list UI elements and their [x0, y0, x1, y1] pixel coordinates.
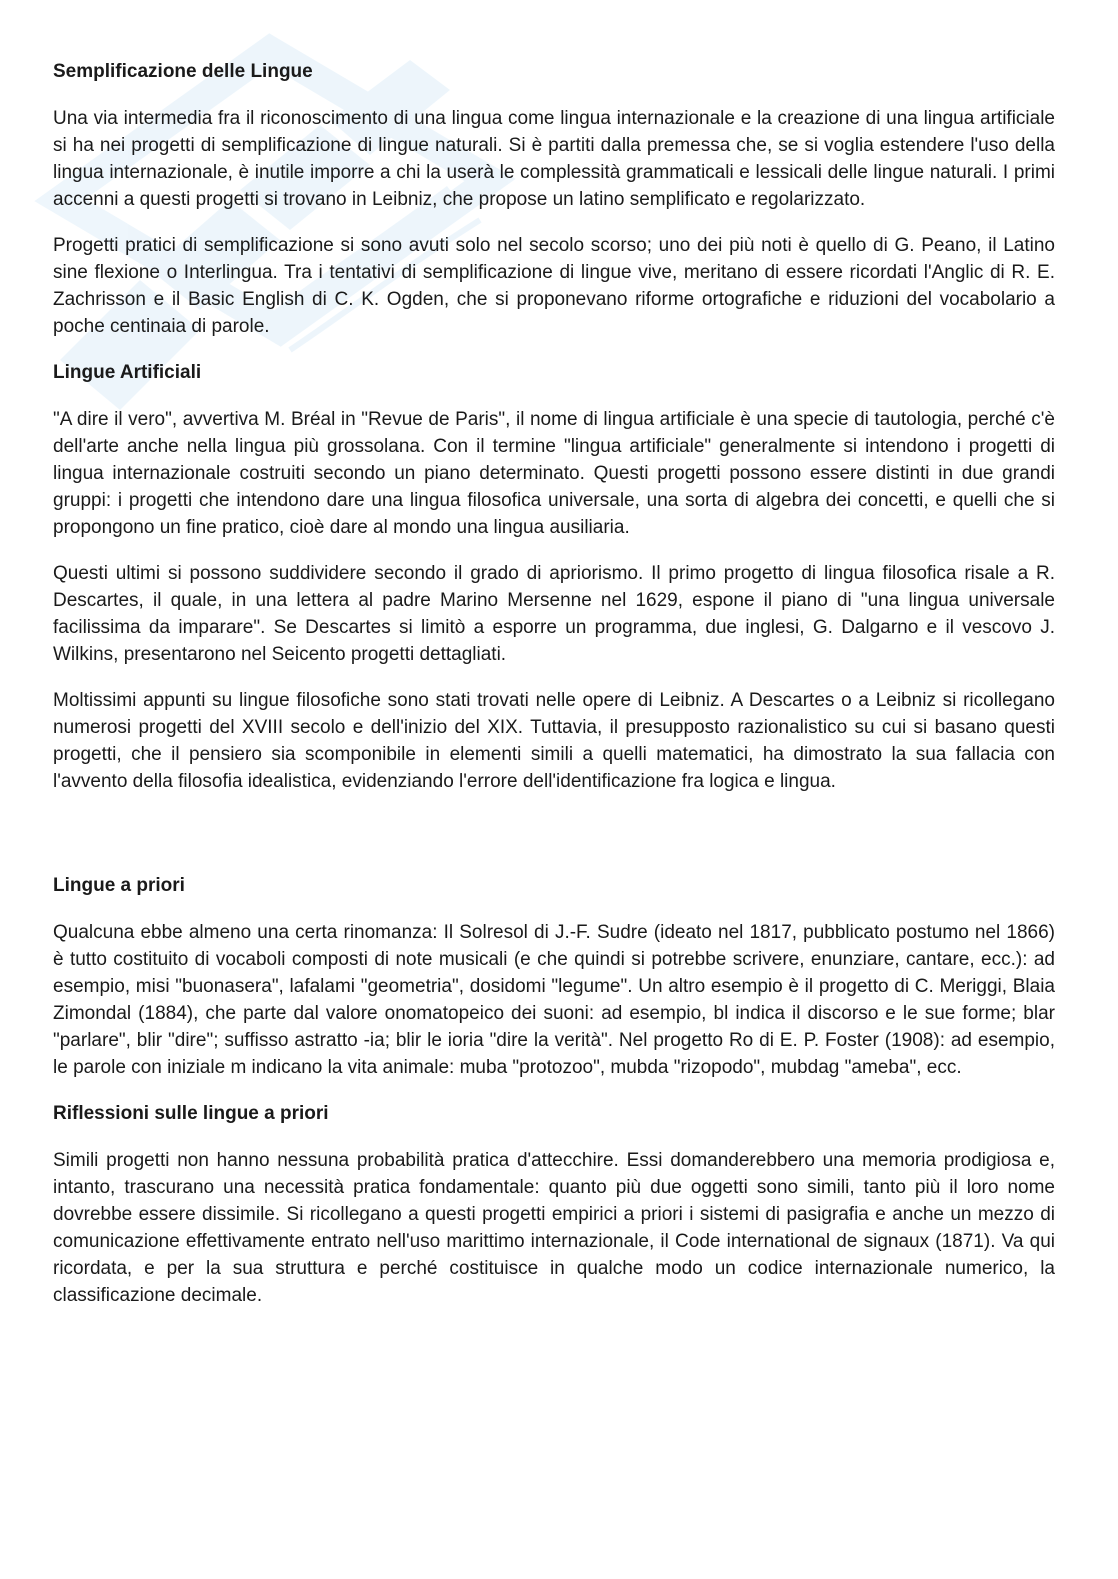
section-lingue-artificiali — [53, 359, 1055, 872]
section-riflessioni — [53, 1100, 1055, 1309]
paragraph: Una via intermedia fra il riconoscimento di una lingua come lingua internazionale e la creazione di una lingua artificiale si ha nei progetti di semplificazione di lingue naturali. Si è partiti dalla premessa che, se si voglia estendere l'uso della lingua internazionale, è inutile imporre a chi la userà le complessità grammaticali e lessicali delle lingue naturali. I primi accenni a questi progetti si trovano in Leibniz, che propose un latino semplificato e regolarizzato. — [53, 108, 1055, 210]
paragraph: Qualcuna ebbe almeno una certa rinomanza: Il Solresol di J.-F. Sudre (ideato nel 1817, pubblicato postumo nel 1866) è tutto costituito di vocaboli composti di note musicali (e che quindi si potrebbe scrivere, enunziare, cantare, ecc.): ad esempio, misi "buonasera", lafalami "geometria", dosidomi "legume". Un altro esempio è il progetto di C. Meriggi, Blaia Zimondal (1884), che parte dal valore onomatopeico dei suoni: ad esempio, bl indica il discorso e le sue forme; blar "parlare", blir "dire"; suffisso astratto -ia; blir le ioria "dire la verità". Nel progetto Ro di E. P. Foster (1908): ad esempio, le parole con iniziale m indicano la vita animale: muba "protozoo", mubda "rizopodo", mubdag "ameba", ecc. — [53, 922, 1055, 1078]
paragraph: Simili progetti non hanno nessuna probabilità pratica d'attecchire. Essi domanderebbero una memoria prodigiosa e, intanto, trascurano una necessità pratica fondamentale: quanto più due oggetti sono simili, tanto più il loro nome dovrebbe essere dissimile. Si ricollegano a questi progetti empirici a priori i sistemi di pasigrafia e anche un mezzo di comunicazione effettivamente entrato nell'uso marittimo internazionale, il Code international de signaux (1871). Va qui ricordata, e per la sua struttura e perché costituisce in qualche modo un codice internazionale numerico, la classificazione decimale. — [53, 1150, 1055, 1306]
section-heading: Lingue Artificiali — [53, 362, 202, 383]
paragraph: "A dire il vero", avvertiva M. Bréal in "Revue de Paris", il nome di lingua artificiale è una specie di tautologia, perché c'è dell'arte anche nella lingua più grossolana. Con il termine "lingua artificiale" generalmente si intendono i progetti di lingua internazionale costruiti secondo un piano determinato. Questi progetti possono essere distinti in due grandi gruppi: i progetti che intendono dare una lingua filosofica universale, una sorta di algebra dei concetti, e quelli che si propongono un fine pratico, cioè dare al mondo una lingua ausiliaria. — [53, 409, 1055, 538]
section-semplificazione — [53, 58, 1055, 359]
section-lingue-a-priori — [53, 872, 1055, 1100]
paragraph: Questi ultimi si possono suddividere secondo il grado di apriorismo. Il primo progetto di lingua filosofica risale a R. Descartes, il quale, in una lettera al padre Marino Mersenne nel 1629, espone il piano di "una lingua universale facilissima da imparare". Se Descartes si limitò a esporre un programma, due inglesi, G. Dalgarno e il vescovo J. Wilkins, presentarono nel Seicento progetti dettagliati. — [53, 563, 1055, 665]
section-heading: Semplificazione delle Lingue — [53, 61, 313, 82]
paragraph: Progetti pratici di semplificazione si sono avuti solo nel secolo scorso; uno dei più noti è quello di G. Peano, il Latino sine flexione o Interlingua. Tra i tentativi di semplificazione di lingue vive, meritano di essere ricordati l'Anglic di R. E. Zachrisson e il Basic English di C. K. Ogden, che si proponevano riforme ortografiche e riduzioni del vocabolario a poche centinaia di parole. — [53, 235, 1055, 337]
paragraph: Moltissimi appunti su lingue filosofiche sono stati trovati nelle opere di Leibniz. A Descartes o a Leibniz si ricollegano numerosi progetti del XVIII secolo e dell'inizio del XIX. Tuttavia, il presupposto razionalistico su cui si basano questi progetti, che il pensiero sia scomponibile in elementi simili a quelli matematici, ha dimostrato la sua fallacia con l'avvento della filosofia idealistica, evidenziando l'errore dell'identificazione fra logica e lingua. — [53, 690, 1055, 792]
section-heading: Riflessioni sulle lingue a priori — [53, 1103, 329, 1124]
document-page — [53, 58, 1055, 1309]
section-heading: Lingue a priori — [53, 875, 185, 896]
